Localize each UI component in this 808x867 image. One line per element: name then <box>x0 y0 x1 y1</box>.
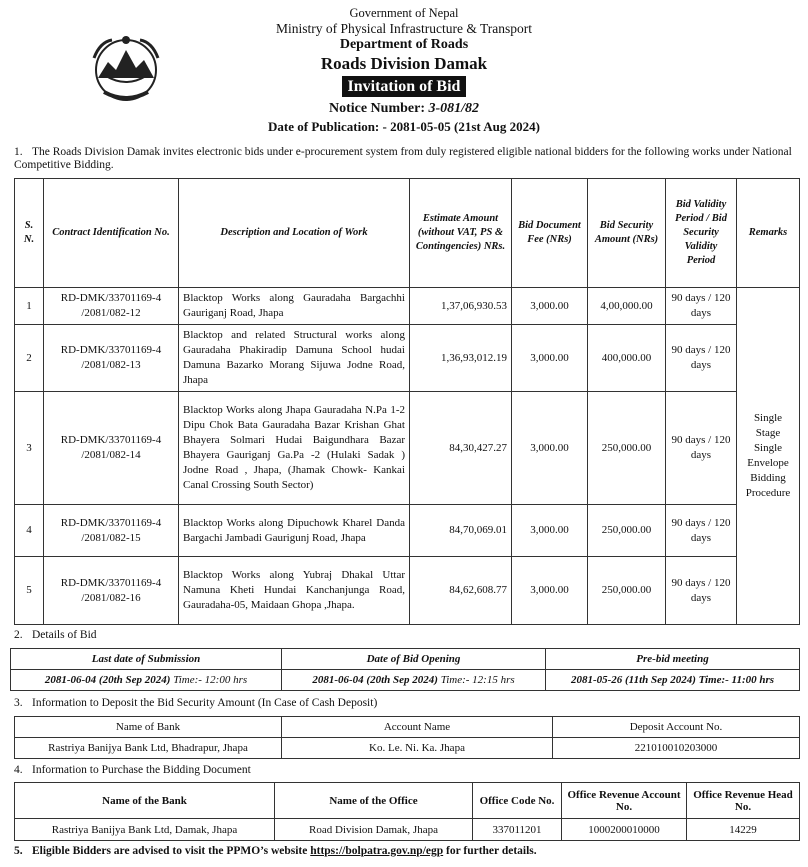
table-row: 2 RD-DMK/33701169-4 /2081/082-13 Blacktop and related Structural works along Gauradaha Phakiradip Damuna School hudai Damuna Bazarko Morang Sijuwa Jodne Road, Jhapa 1,36,93,012.19 3,000.00 400,000.00 90 days / 120 days <box>15 325 800 392</box>
division-title: Roads Division Damak <box>320 54 488 73</box>
col-security: Bid Security Amount (NRs) <box>588 179 666 288</box>
col-description: Description and Location of Work <box>179 179 410 288</box>
notice-title: Invitation of Bid <box>342 76 467 97</box>
table-row: 3 RD-DMK/33701169-4 /2081/082-14 Blacktop Works along Jhapa Gauradaha N.Pa 1-2 Dipu Chok Bata Gauradaha Bazar Krishan Ghat Bhayera Solmari Hudai Baigundhara Bazar Bhayera Gauriganj Ga.Pa -2 (Hulaki Sadak ) Jodne Road , Jhapa, (Jhamak Chowk- Kankai Canal Crossing South Sector) 84,30,427.27 3,000.00 250,000.00 90 days / 120 days <box>15 392 800 505</box>
col-remarks: Remarks <box>737 179 800 288</box>
col-contract-id: Contract Identification No. <box>44 179 179 288</box>
works-table <box>14 178 800 625</box>
notice-number: Notice Number: 3-081/82 <box>328 101 480 116</box>
col-doc-fee: Bid Document Fee (NRs) <box>512 179 588 288</box>
publication-date: Date of Publication: - 2081-05-05 (21st Aug 2024) <box>268 119 540 134</box>
table-row: 1 RD-DMK/33701169-4 /2081/082-12 Blacktop Works along Gauradaha Bargachhi Gauriganj Road, Jhapa 1,37,06,930.53 3,000.00 4,00,000.00 90 days / 120 days Single Stage Single Envelope Bidding Procedure <box>15 288 800 325</box>
footer-note: 5. Eligible Bidders are advised to visit the PPMO’s website https://bolpatra.gov.np/egp for further details. <box>14 845 537 857</box>
table-row: 4 RD-DMK/33701169-4 /2081/082-15 Blacktop Works along Dipuchowk Kharel Danda Bargachi Jambadi Gaurigunj Road, Jhapa 84,70,069.01 3,000.00 250,000.00 90 days / 120 days <box>15 505 800 557</box>
bid-details-table: Last date of Submission Date of Bid Opening Pre-bid meeting 2081-06-04 (20th Sep 2024) Time:- 12:00 hrs 2081-06-04 (20th Sep 2024) Time:- 12:15 hrs 2081-05-26 (11th Sep 2024) Time:- 11:00 hrs <box>10 648 800 691</box>
government-label: Government of Nepal <box>349 6 459 20</box>
ministry-label: Ministry of Physical Infrastructure & Transport <box>275 21 533 36</box>
purchase-heading: 4. Information to Purchase the Bidding Document <box>14 764 251 776</box>
department-label: Department of Roads <box>339 37 469 52</box>
details-heading: 2. Details of Bid <box>14 629 97 641</box>
col-estimate: Estimate Amount (without VAT, PS & Contingencies) NRs. <box>410 179 512 288</box>
remarks-cell: Single Stage Single Envelope Bidding Procedure <box>737 288 800 625</box>
table-row: 5 RD-DMK/33701169-4 /2081/082-16 Blacktop Works along Yubraj Dhakal Uttar Namuna Kheti Hundai Kanchanjunga Road, Gauradaha-05, Maidaan Ghopa ,Jhapa. 84,62,608.77 3,000.00 250,000.00 90 days / 120 days <box>15 557 800 625</box>
col-sn: S. N. <box>15 179 44 288</box>
deposit-table: Name of Bank Account Name Deposit Account No. Rastriya Banijya Bank Ltd, Bhadrapur, Jhapa Ko. Le. Ni. Ka. Jhapa 221010010203000 <box>14 716 800 759</box>
intro-paragraph: 1. The Roads Division Damak invites electronic bids under e-procurement system from duly registered eligible national bidders for the following works under National Competitive Bidding. <box>14 146 792 171</box>
notice-header <box>0 6 808 136</box>
ppmo-link[interactable]: https://bolpatra.gov.np/egp <box>310 845 444 857</box>
col-validity: Bid Validity Period / Bid Security Validity Period <box>666 179 737 288</box>
deposit-heading: 3. Information to Deposit the Bid Security Amount (In Case of Cash Deposit) <box>14 697 378 709</box>
purchase-table: Name of the Bank Name of the Office Office Code No. Office Revenue Account No. Office Revenue Head No. Rastriya Banijya Bank Ltd, Damak, Jhapa Road Division Damak, Jhapa 337011201 1000200010000 14229 <box>14 782 800 841</box>
